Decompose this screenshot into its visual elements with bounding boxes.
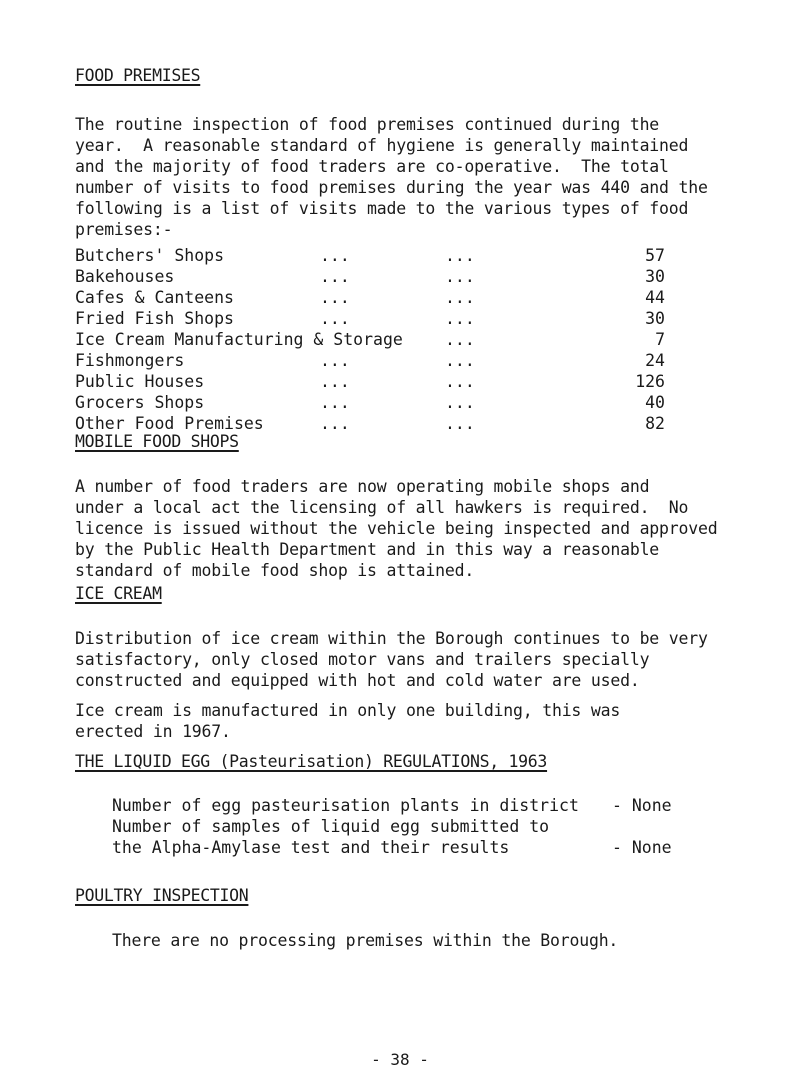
- leader-dots: ...: [320, 246, 350, 265]
- visits-row: [75, 267, 675, 288]
- visits-row: [75, 330, 675, 351]
- leader-dots: ...: [445, 246, 475, 265]
- liquid-egg-row: [112, 838, 672, 859]
- visits-row: [75, 246, 675, 267]
- leader-dots: ...: [445, 393, 475, 412]
- visits-label: Ice Cream Manufacturing & Storage: [75, 330, 403, 349]
- visits-count: 24: [645, 351, 665, 370]
- liquid-egg-label: Number of samples of liquid egg submitted to: [112, 817, 550, 836]
- visits-label: Fishmongers: [75, 351, 185, 370]
- visits-count: 44: [645, 288, 665, 307]
- liquid-egg-value: - None: [612, 796, 672, 815]
- leader-dots: ...: [445, 414, 475, 433]
- liquid-egg-row: [112, 817, 672, 838]
- visits-label: Cafes & Canteens: [75, 288, 234, 307]
- leader-dots: ...: [320, 372, 350, 391]
- leader-dots: ...: [445, 330, 475, 349]
- leader-dots: ...: [445, 372, 475, 391]
- food-premises-heading: FOOD PREMISES: [75, 66, 201, 85]
- liquid-egg-label: Number of egg pasteurisation plants in district: [112, 796, 579, 815]
- leader-dots: ...: [320, 309, 350, 328]
- leader-dots: ...: [320, 351, 350, 370]
- visits-count: 126: [635, 372, 665, 391]
- leader-dots: ...: [320, 393, 350, 412]
- visits-count: 82: [645, 414, 665, 433]
- visits-count: 57: [645, 246, 665, 265]
- leader-dots: ...: [320, 267, 350, 286]
- liquid-egg-list: [112, 796, 672, 859]
- visits-label: Bakehouses: [75, 267, 175, 286]
- visits-label: Grocers Shops: [75, 393, 205, 412]
- poultry-inspection-text: There are no processing premises within the Borough.: [112, 931, 619, 950]
- leader-dots: ...: [445, 267, 475, 286]
- leader-dots: ...: [320, 288, 350, 307]
- visits-count: 30: [645, 309, 665, 328]
- visits-count: 30: [645, 267, 665, 286]
- visits-row: [75, 393, 675, 414]
- poultry-inspection-heading: POULTRY INSPECTION: [75, 886, 249, 905]
- ice-cream-heading: ICE CREAM: [75, 584, 162, 603]
- visits-label: Butchers' Shops: [75, 246, 225, 265]
- page-number: - 38 -: [371, 1050, 429, 1069]
- liquid-egg-label: the Alpha-Amylase test and their results: [112, 838, 510, 857]
- ice-cream-paragraph-2: Ice cream is manufactured in only one building, this was erected in 1967.: [75, 701, 621, 741]
- ice-cream-paragraph-1: Distribution of ice cream within the Borough continues to be very satisfactory, only closed motor vans and trailers specially constructed and equipped with hot and cold water are used.: [75, 629, 708, 690]
- leader-dots: ...: [445, 309, 475, 328]
- visits-row: [75, 372, 675, 393]
- mobile-food-shops-heading: MOBILE FOOD SHOPS: [75, 432, 239, 451]
- leader-dots: ...: [320, 414, 350, 433]
- visits-row: [75, 309, 675, 330]
- liquid-egg-row: [112, 796, 672, 817]
- visits-label: Other Food Premises: [75, 414, 264, 433]
- visits-label: Fried Fish Shops: [75, 309, 234, 328]
- mobile-food-shops-text: A number of food traders are now operating mobile shops and under a local act the licensing of all hawkers is required. No licence is issued without the vehicle being inspected and approved by the Public Health Department and in this way a reasonable standard of mobile food shop is attained.: [75, 477, 718, 580]
- liquid-egg-heading: THE LIQUID EGG (Pasteurisation) REGULATIONS, 1963: [75, 752, 548, 771]
- visits-row: [75, 351, 675, 372]
- liquid-egg-value: - None: [612, 838, 672, 857]
- leader-dots: ...: [445, 288, 475, 307]
- food-premises-intro: The routine inspection of food premises continued during the year. A reasonable standard of hygiene is generally maintained and the majority of food traders are co-operative. The total number of visits to food premises during the year was 440 and the following is a list of visits made to the various types of food premises:-: [75, 115, 708, 239]
- visits-count: 7: [655, 330, 665, 349]
- visits-count: 40: [645, 393, 665, 412]
- visits-row: [75, 288, 675, 309]
- visits-label: Public Houses: [75, 372, 205, 391]
- leader-dots: ...: [445, 351, 475, 370]
